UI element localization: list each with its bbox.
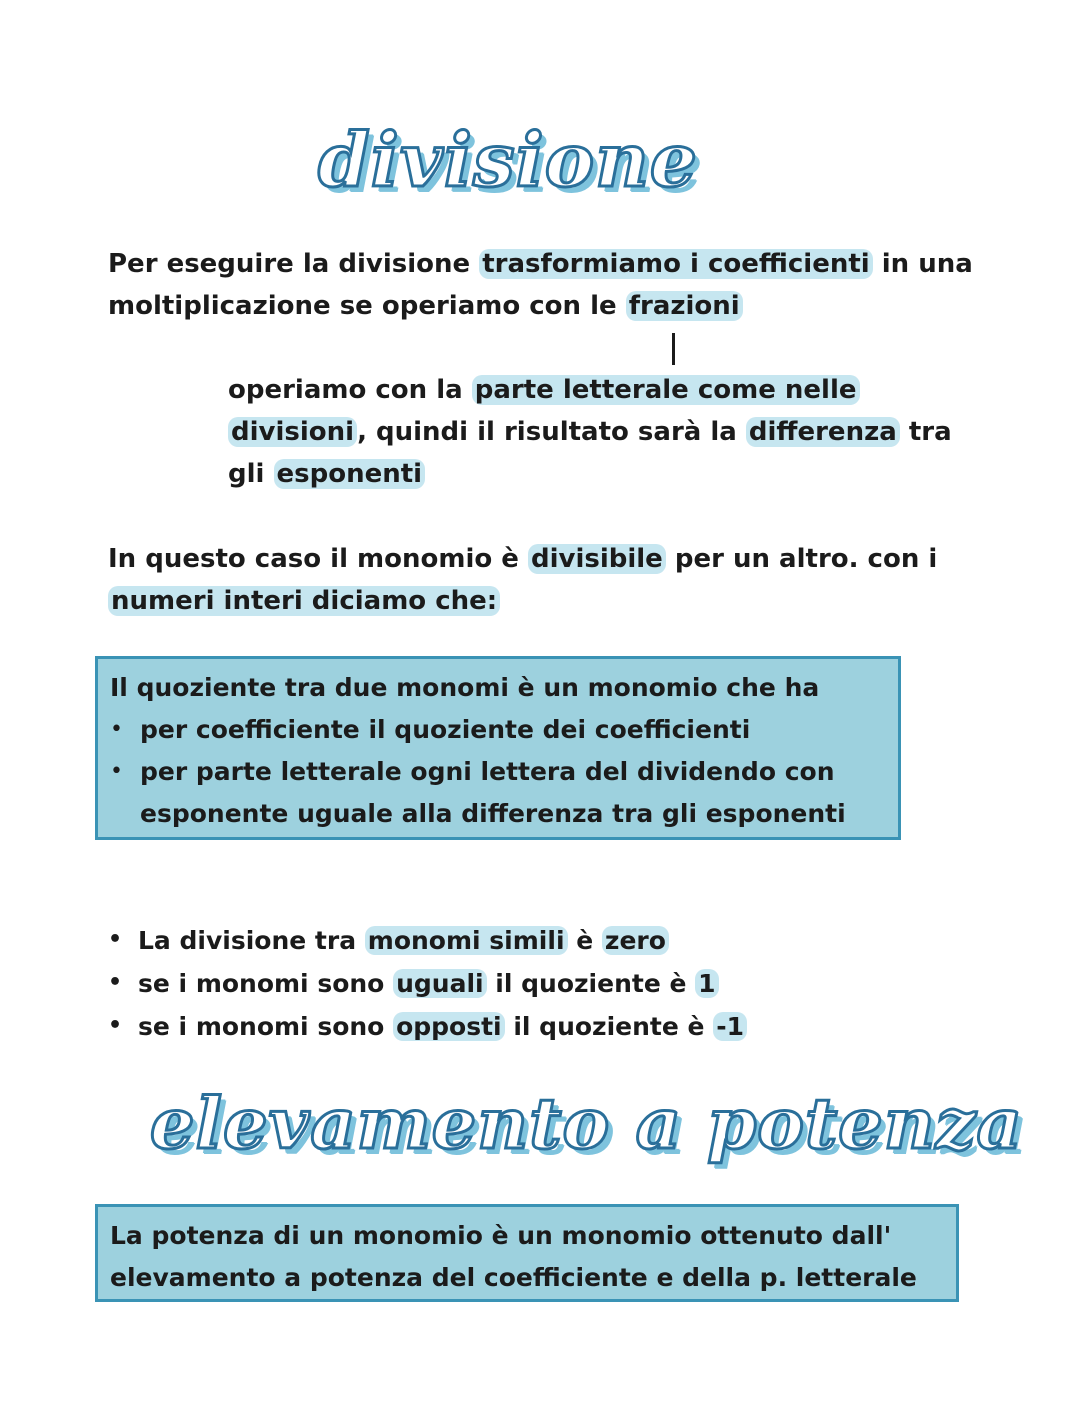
highlight-divisible: divisibile (528, 544, 666, 574)
power-definition-line-2: elevamento a potenza del coefficiente e della p. letterale (110, 1263, 917, 1292)
letteral-text: gli (228, 459, 274, 489)
rule-mid: il quoziente è (486, 969, 696, 998)
highlight-integers: numeri interi diciamo che: (108, 586, 500, 616)
definition-bullet (110, 751, 886, 793)
bullet-dot-icon: • (108, 927, 123, 952)
bullet-dot-icon: • (110, 759, 123, 784)
intro-line-1 (108, 243, 973, 285)
letteral-text: , quindi il risultato sarà la (357, 417, 746, 447)
section-title-division: divisione (318, 118, 698, 204)
rule-item (108, 919, 747, 962)
letteral-text: operiamo con la (228, 375, 472, 405)
power-definition-line-1: La potenza di un monomio è un monomio ottenuto dall' (110, 1221, 892, 1250)
highlight-difference: differenza (746, 417, 900, 447)
rule-item (108, 962, 747, 1005)
highlight-exponents: esponenti (274, 459, 426, 489)
rule-pre: se i monomi sono (138, 969, 394, 998)
intro-text: Per eseguire la divisione (108, 249, 480, 279)
letteral-line-1 (228, 369, 952, 411)
definition-box (95, 656, 901, 840)
rule-text (138, 919, 669, 962)
intro-line-2 (108, 285, 973, 327)
highlight-letteral-part: parte letterale come nelle (472, 375, 860, 405)
highlight-divisions: divisioni (228, 417, 357, 447)
definition-bullet-text: per parte letterale ogni lettera del dividendo con (140, 757, 835, 786)
power-definition-box (95, 1204, 959, 1302)
highlight-equal: uguali (393, 969, 487, 998)
divisible-line-2 (108, 580, 937, 622)
rule-mid: il quoziente è (504, 1012, 714, 1041)
divisible-line-1 (108, 538, 937, 580)
divisible-paragraph (108, 538, 937, 622)
intro-paragraph (108, 243, 973, 327)
section-title-power: elevamento a potenza (150, 1082, 1023, 1165)
definition-bullet (110, 709, 886, 751)
highlight-zero: zero (602, 926, 669, 955)
definition-bullet-text: esponente uguale alla differenza tra gli esponenti (140, 799, 846, 828)
highlight-one: 1 (695, 969, 718, 998)
bullet-dot-icon: • (108, 1013, 123, 1038)
highlight-minus-one: -1 (713, 1012, 747, 1041)
bullet-dot-icon: • (108, 970, 123, 995)
rules-list (108, 919, 747, 1048)
rule-mid: è (567, 926, 602, 955)
intro-text: moltiplicazione se operiamo con le (108, 291, 626, 321)
highlight-fractions: frazioni (626, 291, 743, 321)
connector-line (672, 333, 675, 365)
letteral-line-3 (228, 453, 952, 495)
highlight-coefficients: trasformiamo i coefficienti (479, 249, 873, 279)
rule-pre: La divisione tra (138, 926, 365, 955)
rule-pre: se i monomi sono (138, 1012, 394, 1041)
intro-text: in una (872, 249, 973, 279)
letteral-paragraph (228, 369, 952, 495)
highlight-similar: monomi simili (365, 926, 568, 955)
definition-bullet-continuation (110, 793, 886, 835)
highlight-opposite: opposti (393, 1012, 505, 1041)
letteral-text: tra (899, 417, 952, 447)
divisible-text: per un altro. con i (665, 544, 938, 574)
rule-item (108, 1005, 747, 1048)
definition-heading: Il quoziente tra due monomi è un monomio che ha (110, 673, 820, 702)
rule-text (138, 1005, 747, 1048)
definition-bullet-text: per coefficiente il quoziente dei coefficienti (140, 715, 751, 744)
bullet-dot-icon: • (110, 717, 123, 742)
divisible-text: In questo caso il monomio è (108, 544, 528, 574)
letteral-line-2 (228, 411, 952, 453)
rule-text (138, 962, 719, 1005)
